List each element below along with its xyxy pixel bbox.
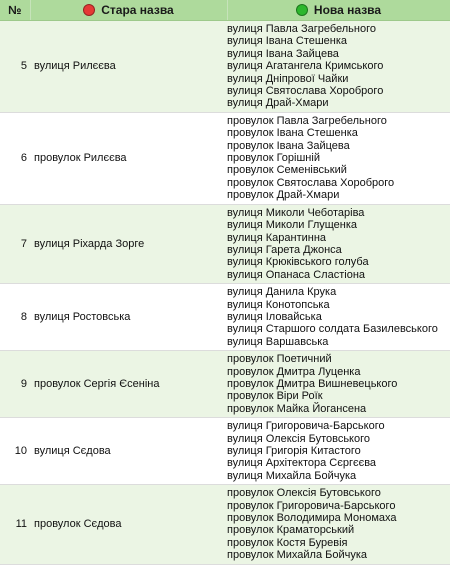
old-name-cell: провулок Сергія Єсеніна bbox=[30, 351, 227, 418]
table-row bbox=[0, 204, 450, 283]
header-num-label: № bbox=[8, 3, 22, 17]
new-names-cell bbox=[227, 418, 450, 485]
new-name-option: вулиця Миколи Чеботаріва bbox=[227, 206, 365, 219]
new-names-cell bbox=[227, 204, 450, 283]
new-name-option: вулиця Михайла Бойчука bbox=[227, 469, 357, 482]
new-name-option: вулиця Миколи Глущенка bbox=[227, 219, 358, 232]
old-name-cell: вулиця Ріхарда Зорге bbox=[30, 204, 227, 283]
new-name-option: провулок Олексія Бутовського bbox=[227, 487, 381, 500]
new-name-option: вулиця Опанаса Сластіона bbox=[227, 268, 366, 281]
old-name-cell: вулиця Ростовська bbox=[30, 284, 227, 351]
old-name-cell: провулок Рилєєва bbox=[30, 112, 227, 204]
new-names-cell bbox=[227, 112, 450, 204]
new-name-option: вулиця Варшавська bbox=[227, 335, 329, 348]
row-number: 6 bbox=[0, 112, 30, 204]
new-name-option: провулок Володимира Мономаха bbox=[227, 512, 397, 525]
green-circle-icon bbox=[296, 4, 308, 16]
new-name-option: провулок Святослава Хороброго bbox=[227, 176, 395, 189]
row-number: 9 bbox=[0, 351, 30, 418]
new-name-option: вулиця Григорія Китастого bbox=[227, 445, 361, 457]
new-names-cell bbox=[227, 21, 450, 113]
new-name-option: вулиця Святослава Хороброго bbox=[227, 85, 384, 98]
new-name-option: вулиця Старшого солдата Базилевського bbox=[227, 323, 438, 336]
row-number: 10 bbox=[0, 418, 30, 485]
new-name-option: провулок Костя Буревія bbox=[227, 536, 348, 549]
header-row bbox=[0, 0, 450, 21]
new-names-cell bbox=[227, 284, 450, 351]
new-name-option: вулиця Карантинна bbox=[227, 231, 327, 244]
header-new-name bbox=[227, 0, 450, 21]
new-name-option: провулок Дмитра Луценка bbox=[227, 365, 361, 378]
new-name-option: провулок Дмитра Вишневецького bbox=[227, 377, 398, 390]
table-body bbox=[0, 21, 450, 565]
new-name-option: провулок Семенівський bbox=[227, 164, 347, 177]
new-name-option: провулок Майка Йогансена bbox=[227, 402, 367, 415]
header-old-name bbox=[30, 0, 227, 21]
new-name-option: вулиця Данила Крука bbox=[227, 286, 337, 299]
new-name-option: провулок Поетичний bbox=[227, 353, 332, 366]
new-name-option: вулиця Крюківського голуба bbox=[227, 256, 369, 269]
new-names-cell bbox=[227, 485, 450, 564]
header-num bbox=[0, 0, 30, 21]
new-name-option: вулиця Григоровича-Барського bbox=[227, 420, 385, 433]
new-name-option: провулок Михайла Бойчука bbox=[227, 549, 368, 562]
table-row bbox=[0, 418, 450, 485]
row-number: 5 bbox=[0, 21, 30, 113]
new-name-option: вулиця Івана Стешенка bbox=[227, 35, 348, 48]
old-name-cell: вулиця Рилєєва bbox=[30, 21, 227, 113]
header-old-label: Стара назва bbox=[101, 3, 174, 17]
new-name-option: провулок Драй-Хмари bbox=[227, 189, 340, 202]
new-name-option: вулиця Конотопська bbox=[227, 298, 330, 311]
new-name-option: вулиця Павла Загребельного bbox=[227, 23, 376, 35]
row-number: 7 bbox=[0, 204, 30, 283]
new-name-option: провулок Віри Роїк bbox=[227, 390, 323, 403]
new-name-option: вулиця Драй-Хмари bbox=[227, 97, 329, 110]
new-name-option: провулок Івана Зайцева bbox=[227, 139, 350, 152]
old-name-cell: провулок Сєдова bbox=[30, 485, 227, 564]
new-name-option: провулок Краматорський bbox=[227, 524, 355, 537]
new-name-option: провулок Івана Стешенка bbox=[227, 127, 358, 140]
new-name-option: вулиця Олексія Бутовського bbox=[227, 432, 370, 445]
row-number: 8 bbox=[0, 284, 30, 351]
new-name-option: вулиця Дніпрової Чайки bbox=[227, 72, 349, 85]
table-row bbox=[0, 284, 450, 351]
new-name-option: вулиця Івана Зайцева bbox=[227, 47, 339, 60]
new-name-option: провулок Горішній bbox=[227, 152, 320, 165]
table-row bbox=[0, 21, 450, 113]
red-circle-icon bbox=[83, 4, 95, 16]
table-row bbox=[0, 112, 450, 204]
new-name-option: вулиця Архітектора Сєргєєва bbox=[227, 457, 377, 470]
row-number: 11 bbox=[0, 485, 30, 564]
new-name-option: вулиця Іловайська bbox=[227, 310, 322, 323]
old-name-cell: вулиця Сєдова bbox=[30, 418, 227, 485]
new-name-option: вулиця Агатангела Кримського bbox=[227, 60, 384, 73]
new-names-cell bbox=[227, 351, 450, 418]
table-row bbox=[0, 485, 450, 564]
table-row bbox=[0, 351, 450, 418]
header-new-label: Нова назва bbox=[313, 3, 382, 17]
new-name-option: провулок Григоровича-Барського bbox=[227, 499, 396, 512]
new-name-option: провулок Павла Загребельного bbox=[227, 114, 387, 127]
new-name-option: вулиця Гарета Джонса bbox=[227, 243, 342, 256]
